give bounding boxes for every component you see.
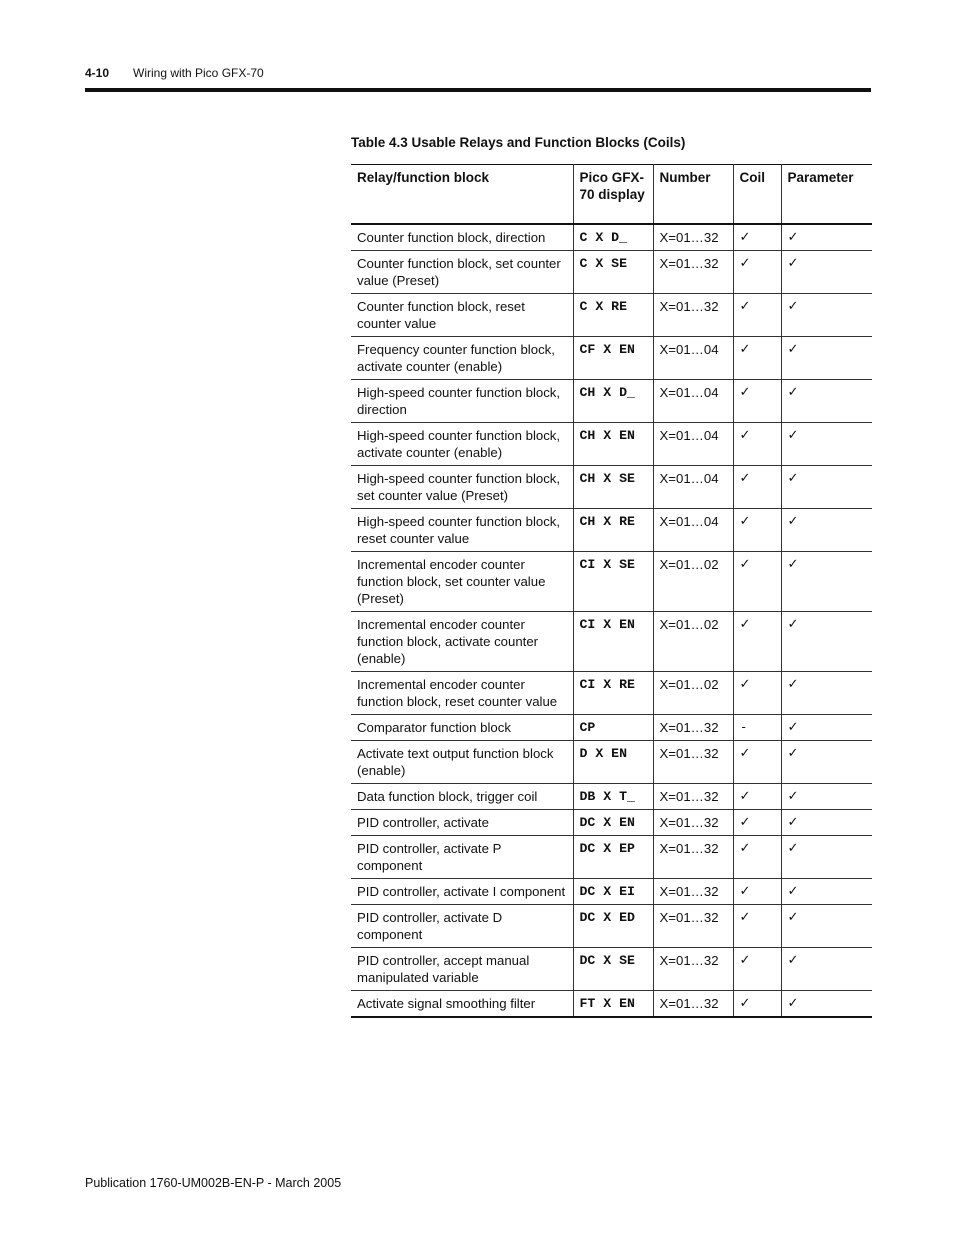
number-cell: X=01…02: [653, 612, 733, 672]
page-header: [85, 66, 871, 88]
display-cell: CF X EN: [573, 337, 653, 380]
relay-function-table: [351, 164, 872, 1018]
number-cell: X=01…32: [653, 836, 733, 879]
coil-cell: ✓: [733, 552, 781, 612]
number-cell: X=01…02: [653, 672, 733, 715]
coil-cell: ✓: [733, 466, 781, 509]
relay-cell: Activate text output function block (enable): [351, 741, 573, 784]
parameter-cell: ✓: [781, 423, 872, 466]
display-cell: CH X RE: [573, 509, 653, 552]
relay-cell: Activate signal smoothing filter: [351, 991, 573, 1018]
number-cell: X=01…04: [653, 466, 733, 509]
display-cell: FT X EN: [573, 991, 653, 1018]
table-row: [351, 224, 872, 251]
relay-cell: Data function block, trigger coil: [351, 784, 573, 810]
coil-cell: ✓: [733, 810, 781, 836]
parameter-cell: ✓: [781, 294, 872, 337]
parameter-cell: ✓: [781, 509, 872, 552]
relay-cell: Incremental encoder counter function block, activate counter (enable): [351, 612, 573, 672]
coil-cell: ✓: [733, 672, 781, 715]
coil-cell: ✓: [733, 836, 781, 879]
parameter-cell: ✓: [781, 612, 872, 672]
relay-cell: PID controller, accept manual manipulated variable: [351, 948, 573, 991]
relay-cell: Frequency counter function block, activate counter (enable): [351, 337, 573, 380]
column-header-relay: Relay/function block: [351, 165, 573, 225]
relay-cell: PID controller, activate D component: [351, 905, 573, 948]
coil-cell: ✓: [733, 294, 781, 337]
display-cell: C X RE: [573, 294, 653, 337]
relay-cell: Counter function block, direction: [357, 230, 546, 245]
display-cell: CH X SE: [573, 466, 653, 509]
coil-cell: ✓: [733, 784, 781, 810]
parameter-cell: ✓: [781, 836, 872, 879]
table-row: [351, 991, 872, 1018]
table-row: [351, 552, 872, 612]
table-row: [351, 509, 872, 552]
coil-cell: ✓: [733, 251, 781, 294]
coil-cell: ✓: [733, 423, 781, 466]
number-cell: X=01…32: [653, 784, 733, 810]
table-row: [351, 294, 872, 337]
display-cell: DB X T_: [573, 784, 653, 810]
relay-cell: High-speed counter function block, activate counter (enable): [351, 423, 573, 466]
display-cell: CI X RE: [573, 672, 653, 715]
parameter-cell: ✓: [781, 224, 872, 251]
table-row: [351, 741, 872, 784]
parameter-cell: ✓: [781, 672, 872, 715]
coil-cell: ✓: [733, 948, 781, 991]
coil-cell: ✓: [733, 879, 781, 905]
display-cell: DC X EI: [573, 879, 653, 905]
parameter-cell: ✓: [781, 251, 872, 294]
table-row: [351, 836, 872, 879]
number-cell: X=01…04: [653, 509, 733, 552]
parameter-cell: ✓: [781, 905, 872, 948]
number-cell: X=01…32: [653, 251, 733, 294]
relay-cell: Incremental encoder counter function block, set counter value (Preset): [351, 552, 573, 612]
table-row: [351, 612, 872, 672]
display-cell: DC X SE: [573, 948, 653, 991]
number-cell: X=01…32: [653, 991, 733, 1018]
display-cell: CI X EN: [573, 612, 653, 672]
number-cell: X=01…32: [653, 294, 733, 337]
display-cell: C X SE: [573, 251, 653, 294]
publication-footer: Publication 1760-UM002B-EN-P - March 2005: [85, 1176, 342, 1190]
relay-cell: PID controller, activate I component: [351, 879, 573, 905]
relay-cell: Comparator function block: [351, 715, 573, 741]
relay-cell: Counter function block, set counter value (Preset): [351, 251, 573, 294]
chapter-title: Wiring with Pico GFX-70: [133, 66, 264, 80]
display-cell: DC X EN: [573, 810, 653, 836]
table-body: [351, 224, 872, 1017]
parameter-cell: ✓: [781, 879, 872, 905]
relay-cell: Counter function block, reset counter value: [351, 294, 573, 337]
number-cell: X=01…02: [653, 552, 733, 612]
table-row: [351, 672, 872, 715]
number-cell: X=01…32: [653, 879, 733, 905]
display-cell: D X EN: [573, 741, 653, 784]
page-number: 4-10: [85, 66, 110, 80]
parameter-cell: ✓: [781, 715, 872, 741]
coil-cell: ✓: [733, 380, 781, 423]
table-row: [351, 423, 872, 466]
display-cell: DC X ED: [573, 905, 653, 948]
parameter-cell: ✓: [781, 337, 872, 380]
table-header-row: [351, 165, 872, 225]
number-cell: X=01…32: [653, 741, 733, 784]
number-cell: X=01…04: [653, 380, 733, 423]
display-cell: DC X EP: [573, 836, 653, 879]
number-cell: X=01…04: [653, 423, 733, 466]
coil-cell: ✓: [733, 224, 781, 251]
coil-cell: -: [733, 715, 781, 741]
number-cell: X=01…32: [653, 810, 733, 836]
parameter-cell: ✓: [781, 466, 872, 509]
column-header-display: Pico GFX-70 display: [573, 165, 653, 225]
relay-cell: High-speed counter function block, direction: [351, 380, 573, 423]
coil-cell: ✓: [733, 337, 781, 380]
parameter-cell: ✓: [781, 552, 872, 612]
coil-cell: ✓: [733, 905, 781, 948]
display-cell: C X D_: [573, 224, 653, 251]
parameter-cell: ✓: [781, 784, 872, 810]
relay-cell: Incremental encoder counter function block, reset counter value: [351, 672, 573, 715]
display-cell: CP: [573, 715, 653, 741]
coil-cell: ✓: [733, 612, 781, 672]
table-row: [351, 948, 872, 991]
number-cell: X=01…32: [653, 715, 733, 741]
table-row: [351, 810, 872, 836]
parameter-cell: ✓: [781, 380, 872, 423]
display-cell: CI X SE: [573, 552, 653, 612]
table-row: [351, 715, 872, 741]
parameter-cell: ✓: [781, 991, 872, 1018]
number-cell: X=01…32: [653, 224, 733, 251]
column-header-coil: Coil: [733, 165, 781, 225]
relay-cell: High-speed counter function block, set counter value (Preset): [351, 466, 573, 509]
table-row: [351, 784, 872, 810]
coil-cell: ✓: [733, 741, 781, 784]
table-row: [351, 879, 872, 905]
column-header-parameter: Parameter: [781, 165, 872, 225]
coil-cell: ✓: [733, 509, 781, 552]
relay-cell: PID controller, activate P component: [351, 836, 573, 879]
table-row: [351, 905, 872, 948]
table-title: Table 4.3 Usable Relays and Function Blocks (Coils): [351, 135, 686, 150]
display-cell: CH X EN: [573, 423, 653, 466]
display-cell: CH X D_: [573, 380, 653, 423]
table-row: [351, 380, 872, 423]
coil-cell: ✓: [733, 991, 781, 1018]
number-cell: X=01…32: [653, 905, 733, 948]
relay-cell: PID controller, activate: [351, 810, 573, 836]
parameter-cell: ✓: [781, 741, 872, 784]
column-header-number: Number: [653, 165, 733, 225]
number-cell: X=01…32: [653, 948, 733, 991]
header-rule: [85, 88, 871, 92]
table-row: [351, 466, 872, 509]
parameter-cell: ✓: [781, 948, 872, 991]
number-cell: X=01…04: [653, 337, 733, 380]
table-row: [351, 251, 872, 294]
parameter-cell: ✓: [781, 810, 872, 836]
table-row: [351, 337, 872, 380]
relay-cell: High-speed counter function block, reset counter value: [351, 509, 573, 552]
